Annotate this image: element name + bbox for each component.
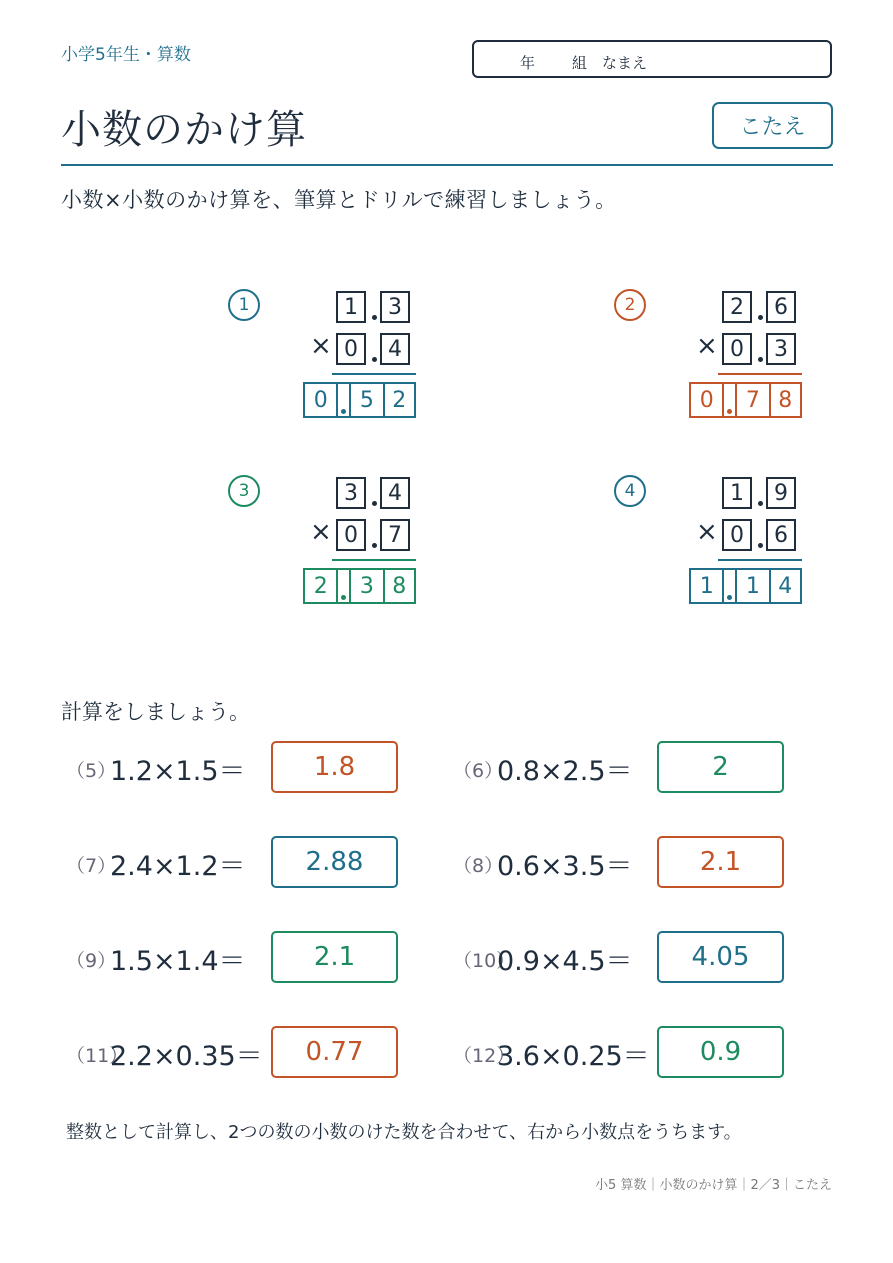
class-label: 組 bbox=[572, 54, 588, 72]
decimal-point bbox=[372, 543, 377, 548]
answer-digit: 7 bbox=[745, 387, 760, 413]
problem-expression: 0.8×2.5＝ bbox=[497, 756, 633, 787]
digit-cell: 0 bbox=[336, 519, 366, 551]
multiply-sign: × bbox=[310, 331, 332, 361]
intro-text: 小数×小数のかけ算を、筆算とドリルで練習しましょう。 bbox=[61, 188, 617, 212]
problem-expression: 1.2×1.5＝ bbox=[110, 756, 246, 787]
answer-box: 1.8 bbox=[271, 741, 398, 793]
answer-box: 2.88 bbox=[271, 836, 398, 888]
problem-number: （10） bbox=[453, 950, 516, 972]
answer-digit: 5 bbox=[359, 387, 374, 413]
answer-box: 0.77 bbox=[271, 1026, 398, 1078]
digit-cell: 3 bbox=[336, 477, 366, 509]
answer-digit: 1 bbox=[745, 573, 760, 599]
digit-cell: 2 bbox=[722, 291, 752, 323]
answer-box: 0.9 bbox=[657, 1026, 784, 1078]
decimal-point bbox=[372, 315, 377, 320]
digit-cell: 4 bbox=[380, 477, 410, 509]
problem-number: （5） bbox=[66, 760, 117, 782]
answer-badge: こたえ bbox=[712, 102, 833, 149]
answer-box: 2 bbox=[657, 741, 784, 793]
answer-digit: 2 bbox=[383, 384, 414, 416]
answer-digit: 2 bbox=[313, 573, 328, 599]
answer-cells bbox=[303, 382, 416, 418]
digit-cell: 4 bbox=[380, 333, 410, 365]
name-label: なまえ bbox=[602, 54, 648, 72]
digit-cell: 0 bbox=[336, 333, 366, 365]
problem-number: （11） bbox=[66, 1045, 129, 1067]
answer-digit: 8 bbox=[383, 570, 414, 602]
problem-number: （8） bbox=[453, 855, 504, 877]
problem-expression: 0.6×3.5＝ bbox=[497, 851, 633, 882]
digit-cell: 1 bbox=[336, 291, 366, 323]
digit-cell: 0 bbox=[722, 333, 752, 365]
answer-box: 2.1 bbox=[657, 836, 784, 888]
digit-cell: 3 bbox=[380, 291, 410, 323]
multiply-sign: × bbox=[696, 517, 718, 547]
answer-decimal-point bbox=[336, 570, 351, 602]
hint-note: 整数として計算し、2つの数の小数のけた数を合わせて、右から小数点をうちます。 bbox=[66, 1122, 742, 1143]
problem-expression: 2.2×0.35＝ bbox=[110, 1041, 263, 1072]
decimal-point bbox=[372, 501, 377, 506]
answer-digit: 0 bbox=[699, 387, 714, 413]
answer-box: 4.05 bbox=[657, 931, 784, 983]
digit-cell: 9 bbox=[766, 477, 796, 509]
year-label: 年 bbox=[520, 54, 536, 72]
problem-number-circle: 1 bbox=[228, 289, 260, 321]
problem-expression: 1.5×1.4＝ bbox=[110, 946, 246, 977]
page-title: 小数のかけ算 bbox=[61, 107, 307, 153]
drill-heading: 計算をしましょう。 bbox=[61, 700, 250, 724]
answer-rule bbox=[718, 373, 802, 375]
decimal-point bbox=[758, 501, 763, 506]
answer-digit: 1 bbox=[699, 573, 714, 599]
decimal-point bbox=[758, 543, 763, 548]
digit-cell: 7 bbox=[380, 519, 410, 551]
answer-digit: 4 bbox=[769, 570, 800, 602]
answer-digit: 3 bbox=[359, 573, 374, 599]
digit-cell: 3 bbox=[766, 333, 796, 365]
problem-number-circle: 4 bbox=[614, 475, 646, 507]
problem-expression: 3.6×0.25＝ bbox=[497, 1041, 650, 1072]
answer-decimal-point bbox=[336, 384, 351, 416]
problem-number: （6） bbox=[453, 760, 504, 782]
answer-decimal-point bbox=[722, 384, 737, 416]
name-field[interactable] bbox=[472, 40, 832, 78]
grade-label: 小学5年生・算数 bbox=[61, 45, 191, 65]
answer-digit: 0 bbox=[313, 387, 328, 413]
answer-rule bbox=[332, 559, 416, 561]
answer-box: 2.1 bbox=[271, 931, 398, 983]
problem-number: （12） bbox=[453, 1045, 516, 1067]
digit-cell: 0 bbox=[722, 519, 752, 551]
digit-cell: 6 bbox=[766, 519, 796, 551]
answer-cells bbox=[303, 568, 416, 604]
answer-cells bbox=[689, 382, 802, 418]
digit-cell: 1 bbox=[722, 477, 752, 509]
answer-cells bbox=[689, 568, 802, 604]
answer-rule bbox=[718, 559, 802, 561]
decimal-point bbox=[758, 315, 763, 320]
multiply-sign: × bbox=[696, 331, 718, 361]
digit-cell: 6 bbox=[766, 291, 796, 323]
answer-decimal-point bbox=[722, 570, 737, 602]
answer-rule bbox=[332, 373, 416, 375]
problem-number: （9） bbox=[66, 950, 117, 972]
problem-expression: 2.4×1.2＝ bbox=[110, 851, 246, 882]
problem-number: （7） bbox=[66, 855, 117, 877]
page-footer: 小5 算数｜小数のかけ算｜2／3｜こたえ bbox=[595, 1178, 832, 1193]
decimal-point bbox=[372, 357, 377, 362]
decimal-point bbox=[758, 357, 763, 362]
problem-expression: 0.9×4.5＝ bbox=[497, 946, 633, 977]
problem-number-circle: 2 bbox=[614, 289, 646, 321]
header-divider bbox=[61, 164, 833, 166]
answer-digit: 8 bbox=[769, 384, 800, 416]
multiply-sign: × bbox=[310, 517, 332, 547]
problem-number-circle: 3 bbox=[228, 475, 260, 507]
